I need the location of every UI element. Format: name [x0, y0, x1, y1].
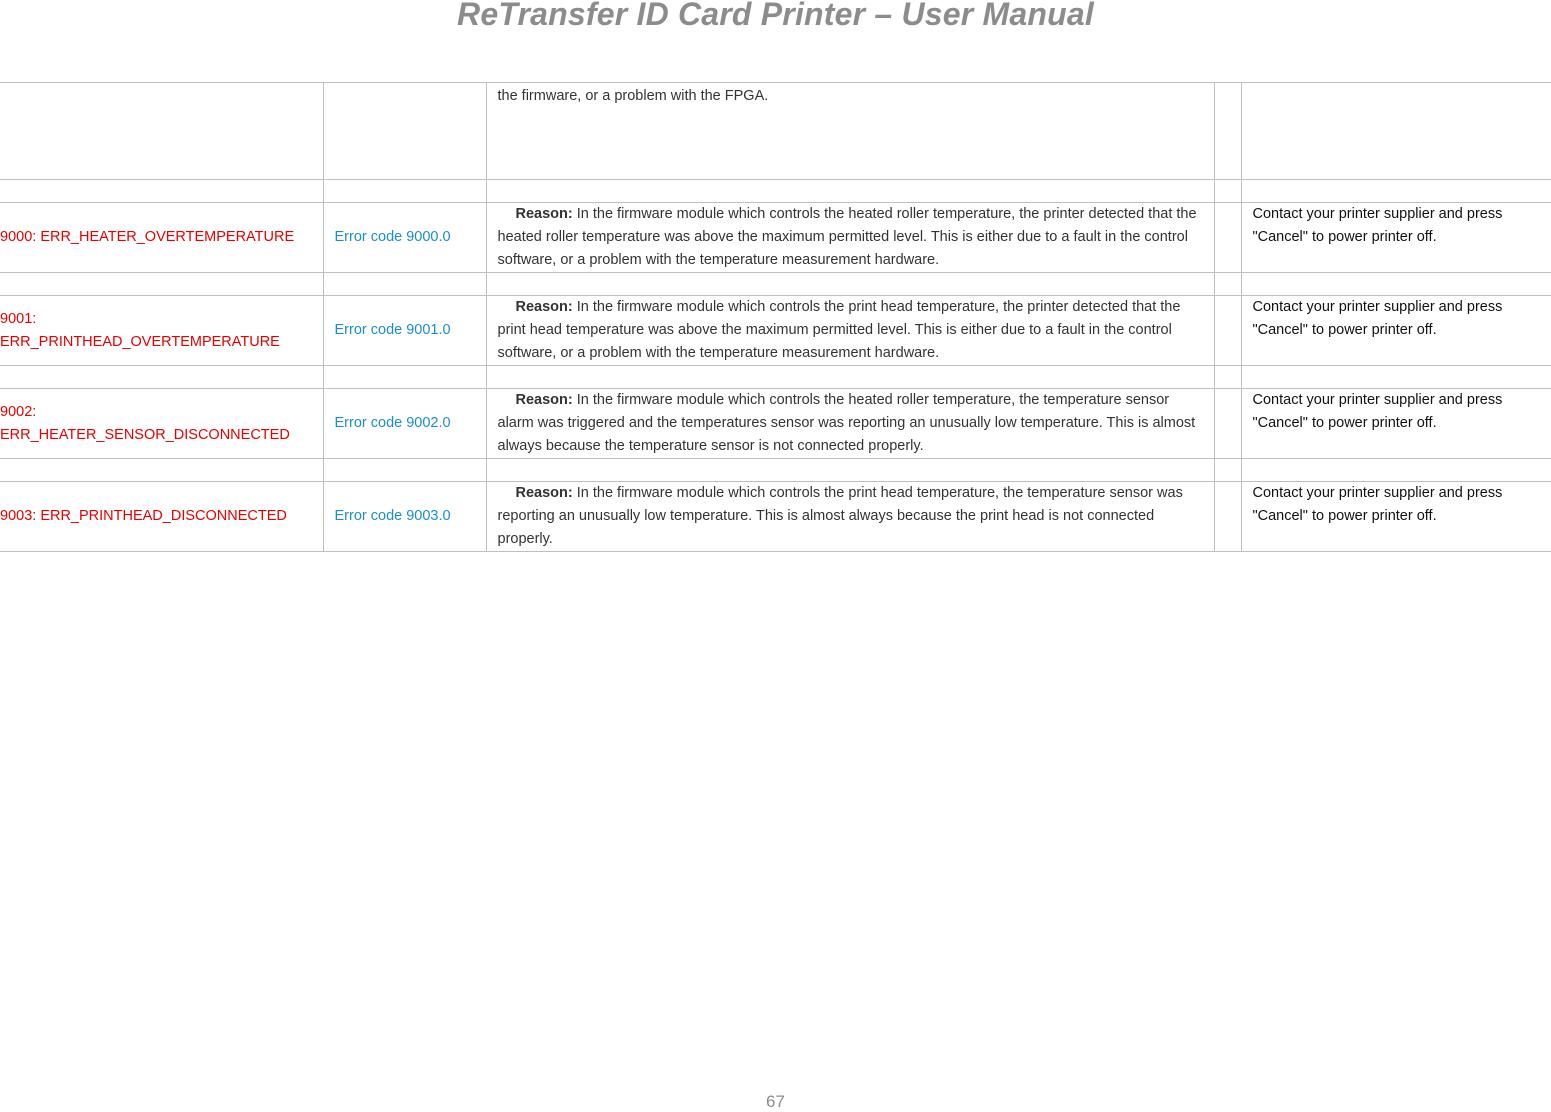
reason-text: In the firmware module which controls the print head temperature, the printer detected that the print head temperature was above the maximum permitted level. This is either due to a fault in the control software, or a problem with the temperature measurement hardware.	[497, 299, 1181, 361]
reason-label: Reason:	[515, 299, 573, 315]
continued-description: the firmware, or a problem with the FPGA.	[486, 83, 1214, 180]
table-cell-empty	[0, 83, 323, 180]
reason-text: In the firmware module which controls the print head temperature, the temperature sensor was reporting an unusually low temperature. This is almost always because the print head is not connected properly.	[497, 485, 1183, 547]
error-code-number: Error code 9001.0	[323, 296, 486, 366]
error-description	[486, 389, 1214, 459]
table-cell-empty	[1214, 83, 1241, 180]
action-text: Contact your printer supplier and press "Cancel" to power printer off.	[1252, 206, 1503, 245]
error-action	[1241, 203, 1551, 273]
error-code-name	[0, 389, 323, 459]
action-text: Contact your printer supplier and press "Cancel" to power printer off.	[1252, 485, 1503, 524]
table-row	[0, 296, 1551, 366]
table-cell-empty	[1214, 296, 1241, 366]
page-number: 67	[766, 1092, 785, 1111]
table-cell-empty	[1241, 83, 1551, 180]
error-description	[486, 203, 1214, 273]
spacer-row	[0, 180, 1551, 203]
reason-text: In the firmware module which controls the heated roller temperature, the printer detected that the heated roller temperature was above the maximum permitted level. This is either due to a fault in the control software, or a problem with the temperature measurement hardware.	[497, 206, 1197, 268]
table-cell-empty	[1214, 482, 1241, 552]
error-action	[1241, 296, 1551, 366]
error-code-name-text: 9001: ERR_PRINTHEAD_OVERTEMPERATURE	[0, 310, 280, 350]
table-cell-empty	[323, 83, 486, 180]
table-row	[0, 389, 1551, 459]
spacer-row	[0, 366, 1551, 389]
error-action	[1241, 482, 1551, 552]
spacer-row	[0, 459, 1551, 482]
reason-label: Reason:	[515, 485, 573, 501]
table-cell-empty	[1214, 389, 1241, 459]
document-title: ReTransfer ID Card Printer – User Manual	[457, 0, 1094, 32]
error-code-number: Error code 9003.0	[323, 482, 486, 552]
reason-label: Reason:	[515, 392, 573, 408]
error-code-name	[0, 296, 323, 366]
error-code-number: Error code 9000.0	[323, 203, 486, 273]
error-code-name: 9000: ERR_HEATER_OVERTEMPERATURE	[0, 203, 323, 273]
error-code-name-text: 9002: ERR_HEATER_SENSOR_DISCONNECTED	[0, 403, 290, 443]
error-action	[1241, 389, 1551, 459]
table-row	[0, 482, 1551, 552]
table-row	[0, 203, 1551, 273]
error-code-number: Error code 9002.0	[323, 389, 486, 459]
error-code-name: 9003: ERR_PRINTHEAD_DISCONNECTED	[0, 482, 323, 552]
error-description	[486, 482, 1214, 552]
reason-label: Reason:	[515, 206, 573, 222]
table-row-continued	[0, 83, 1551, 180]
reason-text: In the firmware module which controls the heated roller temperature, the temperature sensor alarm was triggered and the temperatures sensor was reporting an unusually low temperature. This is almost always because the temperature sensor is not connected properly.	[497, 392, 1196, 454]
table-cell-empty	[1214, 203, 1241, 273]
error-code-table	[0, 82, 1551, 552]
spacer-row	[0, 273, 1551, 296]
action-text: Contact your printer supplier and press "Cancel" to power printer off.	[1252, 299, 1503, 338]
error-description	[486, 296, 1214, 366]
action-text: Contact your printer supplier and press "Cancel" to power printer off.	[1252, 392, 1503, 431]
